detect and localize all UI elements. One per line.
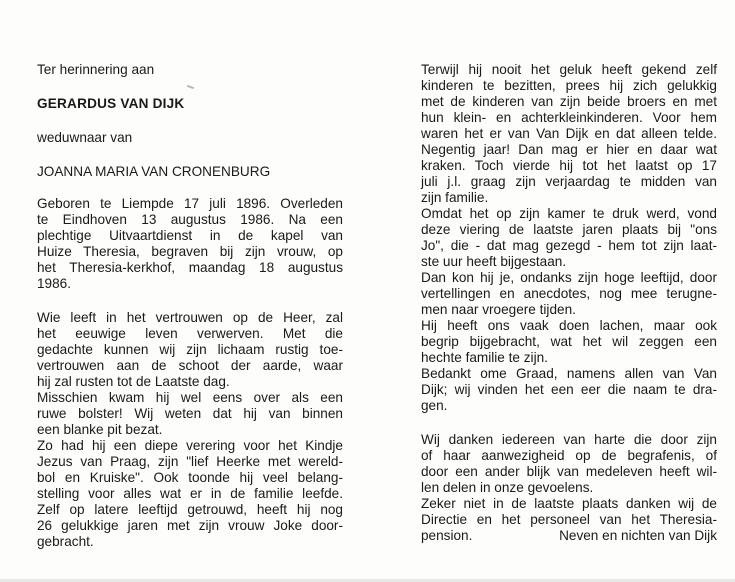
thanks-paragraph: [421, 432, 717, 544]
deceased-name: GERARDUS VAN DIJK: [37, 96, 185, 111]
text-line: bol en Kruiske". Ook toonde hij veel belang-: [37, 470, 343, 485]
text-line: kinderen te bezitten, prees hij zich gelukkig: [421, 78, 717, 93]
left-panel: [37, 62, 343, 550]
text-line: Wie leeft in het vertrouwen op de Heer, zal: [37, 310, 343, 325]
text-line: of haar aanwezigheid op de begrafenis, of: [421, 448, 717, 463]
text-line: Dijk; wij vinden het een eer die naam te dra-: [421, 382, 717, 397]
text-line: Jo", die - dat mag gezegd - hem tot zijn laat-: [421, 238, 717, 253]
text-line: Zo had hij een diepe verering voor het Kindje: [37, 438, 343, 453]
text-line: pension.: [421, 528, 473, 543]
text-line: begrip bijgebracht, wat het wil zeggen een: [421, 334, 717, 349]
text-line: vertellingen en anecdotes, nog mee terugne-: [421, 286, 717, 301]
text-line: gedachte kunnen wij zijn lichaam rustig toe-: [37, 342, 343, 357]
text-line: Zelf op latere leeftijd getrouwd, heeft hij nog: [37, 502, 343, 517]
text-line: vertrouwen aan de schoot der aarde, waar: [37, 358, 343, 373]
text-line: juli j.l. graag zijn verjaardag te midden van: [421, 174, 717, 189]
text-line: deze viering de laatste jaren plaats bij "ons: [421, 222, 717, 237]
spouse-name: JOANNA MARIA VAN CRONENBURG: [37, 164, 271, 179]
intro-text: Ter herinnering aan: [37, 62, 155, 77]
text-line: het Theresia-kerkhof, maandag 18 augustus: [37, 260, 343, 275]
biography-paragraph: [37, 196, 343, 292]
text-line: gen.: [421, 398, 448, 413]
text-line: Dan kon hij je, ondanks zijn hoge leeftijd, door: [421, 270, 717, 285]
text-line: men naar vroegere tijden.: [421, 302, 576, 317]
right-panel: [421, 62, 717, 544]
text-line: Bedankt ome Graad, namens allen van Van: [421, 366, 717, 381]
closing-line: [421, 528, 717, 544]
text-line: zijn familie.: [421, 190, 489, 205]
text-line: Geboren te Liempde 17 juli 1896. Overleden: [37, 196, 343, 211]
family-paragraph: [421, 62, 717, 414]
text-line: ste uur heeft bijgestaan.: [421, 254, 567, 269]
text-line: stelling voor alles wat er in de familie leefde.: [37, 486, 343, 501]
text-line: Misschien kwam hij wel eens over als een: [37, 390, 343, 405]
tribute-paragraph: [37, 310, 343, 550]
text-line: Jezus van Praag, zijn "lief Heerke met wereld-: [37, 454, 343, 469]
text-line: Hij heeft ons vaak doen lachen, maar ook: [421, 318, 717, 333]
text-line: Terwijl hij nooit het geluk heeft gekend zelf: [421, 62, 717, 77]
text-line: hechte familie te zijn.: [421, 350, 548, 365]
text-line: waren het er van Van Dijk en dat alleen telde.: [421, 126, 717, 141]
text-line: len delen in onze gevoelens.: [421, 480, 594, 495]
text-line: met de kinderen van zijn beide broers en met: [421, 94, 717, 109]
text-line: 1986.: [37, 276, 72, 291]
text-line: het eeuwige leven verwerven. Met die: [37, 326, 343, 341]
text-line: Directie en het personeel van het Theresia-: [421, 512, 717, 527]
relation-text: weduwnaar van: [37, 130, 133, 145]
text-line: Omdat het op zijn kamer te druk werd, vond: [421, 206, 717, 221]
text-line: door een ander blijk van medeleven heeft wil-: [421, 464, 717, 479]
text-line: Huize Theresia, begraven bij zijn vrouw, op: [37, 244, 343, 259]
text-line: plechtige Uitvaartdienst in de kapel van: [37, 228, 343, 243]
text-line: hij zal rusten tot de Laatste dag.: [37, 374, 230, 389]
text-line: ruwe bolster! Wij weten dat hij van binnen: [37, 406, 343, 421]
text-line: kraken. Toch vierde hij tot het laatst op 17: [421, 158, 717, 173]
text-line: een blanke pit bezat.: [37, 422, 163, 437]
text-line: gebracht.: [37, 534, 94, 549]
text-line: te Eindhoven 13 augustus 1986. Na een: [37, 212, 343, 227]
text-line: Negentig jaar! Dan mag er hier en daar wat: [421, 142, 717, 157]
signature: Neven en nichten van Dijk: [559, 528, 717, 543]
text-line: 26 gelukkige jaren met zijn vrouw Joke door-: [37, 518, 343, 533]
text-line: Wij danken iedereen van harte die door zijn: [421, 432, 717, 447]
text-line: hun klein- en achterkleinkinderen. Voor hem: [421, 110, 717, 125]
text-line: Zeker niet in de laatste plaats danken wij de: [421, 496, 717, 511]
